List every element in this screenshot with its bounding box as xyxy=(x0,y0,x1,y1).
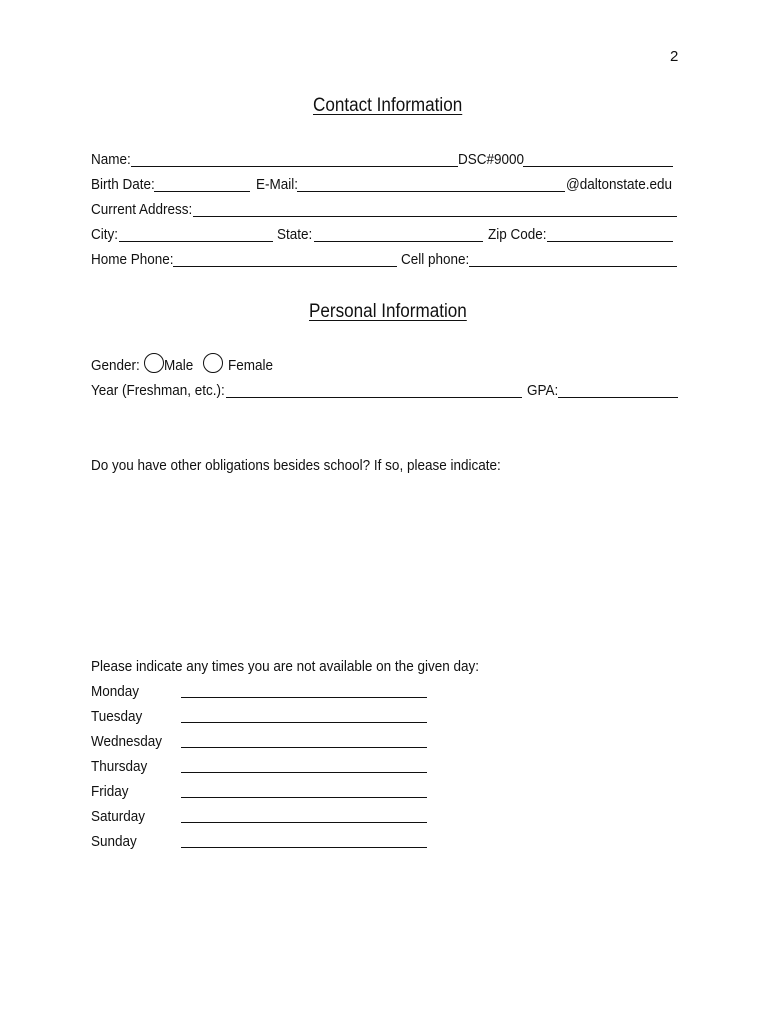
tuesday-field[interactable] xyxy=(181,722,427,723)
home-phone-field[interactable] xyxy=(173,266,397,267)
state-label: State: xyxy=(277,226,313,243)
day-label-wednesday: Wednesday xyxy=(91,733,163,750)
email-label: E-Mail: xyxy=(256,176,299,193)
state-field[interactable] xyxy=(314,241,483,242)
day-label-tuesday: Tuesday xyxy=(91,708,143,725)
availability-prompt: Please indicate any times you are not available on the given day: xyxy=(91,658,479,675)
cell-phone-label: Cell phone: xyxy=(401,251,470,268)
home-phone-label: Home Phone: xyxy=(91,251,174,268)
day-label-saturday: Saturday xyxy=(91,808,146,825)
zip-label: Zip Code: xyxy=(488,226,547,243)
wednesday-field[interactable] xyxy=(181,747,427,748)
address-label: Current Address: xyxy=(91,201,193,218)
city-field[interactable] xyxy=(119,241,273,242)
birth-date-label: Birth Date: xyxy=(91,176,155,193)
male-radio[interactable] xyxy=(144,353,164,373)
personal-heading: Personal Information xyxy=(309,301,467,322)
gender-label: Gender: xyxy=(91,357,140,374)
day-label-friday: Friday xyxy=(91,783,129,800)
female-radio[interactable] xyxy=(203,353,223,373)
page-number: 2 xyxy=(670,48,679,65)
zip-field[interactable] xyxy=(547,241,673,242)
contact-heading: Contact Information xyxy=(313,95,463,116)
birth-date-field[interactable] xyxy=(154,191,250,192)
saturday-field[interactable] xyxy=(181,822,427,823)
day-label-sunday: Sunday xyxy=(91,833,137,850)
gpa-label: GPA: xyxy=(527,382,559,399)
obligations-question: Do you have other obligations besides school? If so, please indicate: xyxy=(91,457,501,474)
dsc-id-field[interactable] xyxy=(523,166,673,167)
monday-field[interactable] xyxy=(181,697,427,698)
dsc-label: DSC#9000 xyxy=(458,151,525,168)
day-label-thursday: Thursday xyxy=(91,758,148,775)
female-label: Female xyxy=(228,357,274,374)
day-label-monday: Monday xyxy=(91,683,140,700)
male-label: Male xyxy=(164,357,194,374)
friday-field[interactable] xyxy=(181,797,427,798)
cell-phone-field[interactable] xyxy=(469,266,677,267)
name-field[interactable] xyxy=(131,166,458,167)
address-field[interactable] xyxy=(193,216,677,217)
email-field[interactable] xyxy=(297,191,565,192)
name-label: Name: xyxy=(91,151,131,168)
year-field[interactable] xyxy=(226,397,522,398)
gpa-field[interactable] xyxy=(558,397,678,398)
thursday-field[interactable] xyxy=(181,772,427,773)
city-label: City: xyxy=(91,226,118,243)
sunday-field[interactable] xyxy=(181,847,427,848)
email-domain: @daltonstate.edu xyxy=(566,176,673,193)
year-label: Year (Freshman, etc.): xyxy=(91,382,225,399)
